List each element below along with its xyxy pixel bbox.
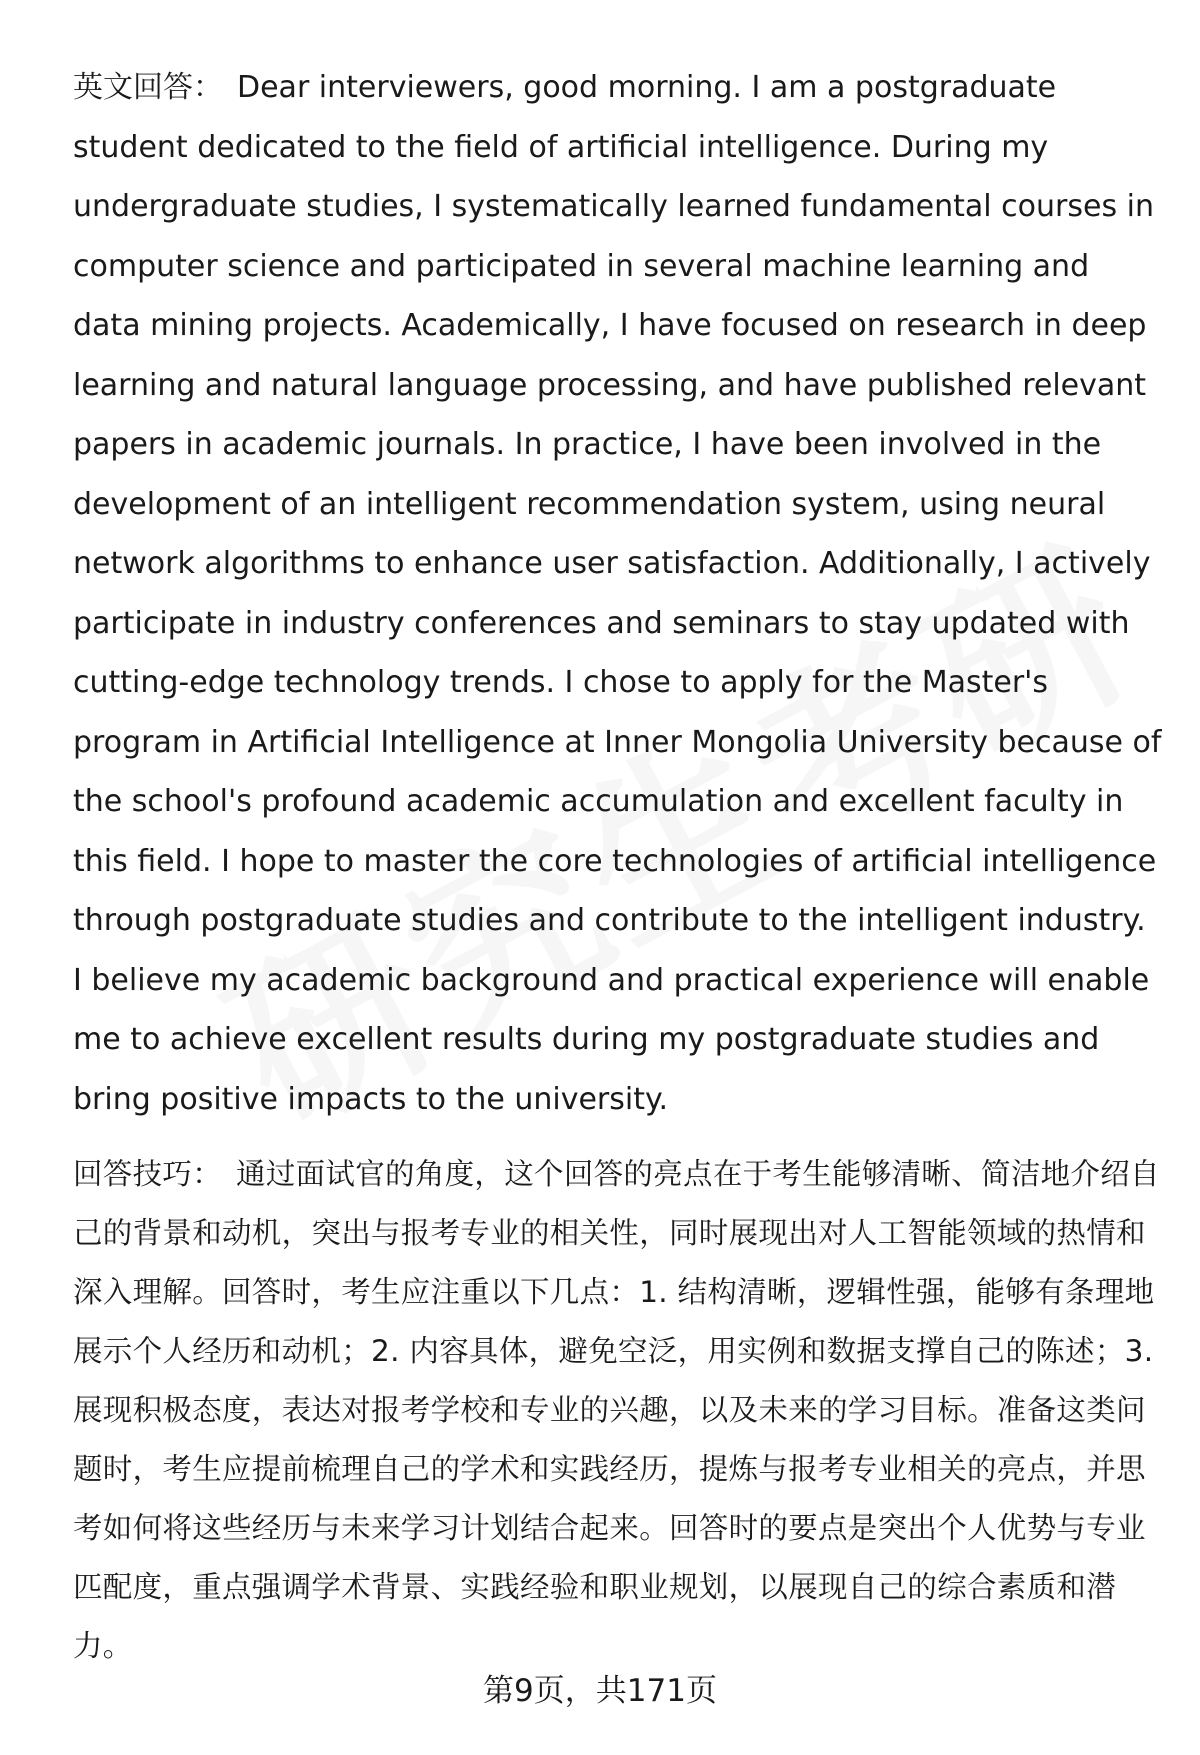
page-content [73,58,1163,1676]
english-answer-paragraph [73,58,1163,1129]
english-answer-label: 英文回答： [73,70,223,105]
answer-tips-label: 回答技巧： [73,1157,223,1191]
english-answer-text: Dear interviewers, good morning. I am a postgraduate student dedicated to the field of artificial intelligence. During my undergraduate studies, I systematically learned fundamental courses in computer science and participated in several machine learning and data mining projects. Academically, I have focused on research in deep learning and natural language processing, and have published relevant papers in academic journals. In practice, I have been involved in the development of an intelligent recommendation system, using neural network algorithms to enhance user satisfaction. Additionally, I actively participate in industry conferences and seminars to stay updated with cutting-edge technology trends. I chose to apply for the Master's program in Artificial Intelligence at Inner Mongolia University because of the school's profound academic accumulation and excellent faculty in this field. I hope to master the core technologies of artificial intelligence through postgraduate studies and contribute to the intelligent industry. I believe my academic background and practical experience will enable me to achieve excellent results during my postgraduate studies and bring positive impacts to the university. [73,70,1162,1117]
page-number-footer: 第9页，共171页 [483,1673,717,1709]
answer-tips-paragraph [73,1145,1163,1676]
answer-tips-text: 通过面试官的角度，这个回答的亮点在于考生能够清晰、简洁地介绍自己的背景和动机，突出与报考专业的相关性，同时展现出对人工智能领域的热情和深入理解。回答时，考生应注重以下几点：1. 结构清晰，逻辑性强，能够有条理地展示个人经历和动机；2. 内容具体，避免空泛，用实例和数据支撑自己的陈述；3. 展现积极态度，表达对报考学校和专业的兴趣，以及未来的学习目标。准备这类问题时，考生应提前梳理自己的学术和实践经历，提炼与报考专业相关的亮点，并思考如何将这些经历与未来学习计划结合起来。回答时的要点是突出个人优势与专业匹配度，重点强调学术背景、实践经验和职业规划，以展现自己的综合素质和潜力。 [73,1157,1160,1663]
